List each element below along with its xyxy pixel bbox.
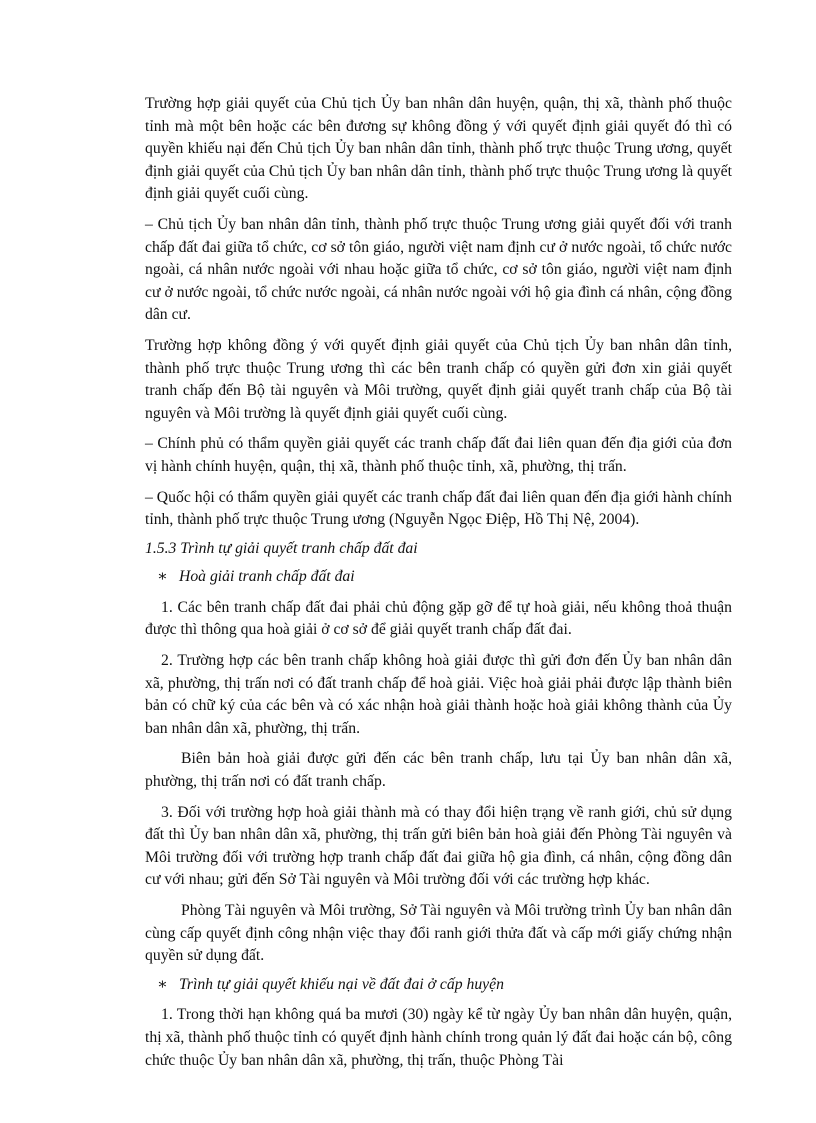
numbered-item: 1. Trong thời hạn không quá ba mươi (30) ngày kể từ ngày Ủy ban nhân dân huyện, quận, thị xã, thành phố thuộc tỉnh có quyết định hành chính trong quản lý đất đai hoặc cán bộ, công chức thuộc Ủy ban nhân dân xã, phường, thị trấn, thuộc Phòng Tài bbox=[145, 1006, 732, 1069]
numbered-item: 1. Các bên tranh chấp đất đai phải chủ động gặp gỡ để tự hoà giải, nếu không thoả thuận được thì thông qua hoà giải ở cơ sở để giải quyết tranh chấp đất đai. bbox=[145, 598, 732, 639]
bullet-star-icon: ∗ bbox=[157, 975, 168, 993]
bullet-heading-text: Hoà giải tranh chấp đất đai bbox=[179, 568, 355, 586]
paragraph: Phòng Tài nguyên và Môi trường, Sở Tài nguyên và Môi trường trình Ủy ban nhân dân cùng cấp quyết định công nhận việc thay đổi ranh giới thửa đất và cấp mới giấy chứng nhận quyền sử dụng đất. bbox=[145, 902, 732, 965]
paragraph: Trường hợp giải quyết của Chủ tịch Ủy ban nhân dân huyện, quận, thị xã, thành phố thuộc tỉnh mà một bên hoặc các bên đương sự không đồng ý với quyết định giải quyết đó thì có quyền khiếu nại đến Chủ tịch Ủy ban nhân dân tỉnh, thành phố trực thuộc Trung ương, quyết định giải quyết của Chủ tịch Ủy ban nhân dân tỉnh, thành phố trực thuộc Trung ương là quyết định giải quyết cuối cùng. bbox=[145, 95, 732, 203]
section-heading: 1.5.3 Trình tự giải quyết tranh chấp đất đai bbox=[145, 539, 418, 557]
bullet-heading-text: Trình tự giải quyết khiếu nại về đất đai ở cấp huyện bbox=[179, 975, 504, 993]
bullet-star-icon: ∗ bbox=[157, 568, 168, 586]
paragraph: – Chủ tịch Ủy ban nhân dân tỉnh, thành phố trực thuộc Trung ương giải quyết đối với tranh chấp đất đai giữa tổ chức, cơ sở tôn giáo, người việt nam định cư ở nước ngoài, tổ chức nước ngoài, cá nhân nước ngoài với nhau hoặc giữa tổ chức, cơ sở tôn giáo, người việt nam định cư ở nước ngoài, tổ chức nước ngoài, cá nhân nước ngoài với hộ gia đình cá nhân, cộng đồng dân cư. bbox=[145, 215, 732, 324]
paragraph: – Chính phủ có thẩm quyền giải quyết các tranh chấp đất đai liên quan đến địa giới của đơn vị hành chính huyện, quận, thị xã, thành phố thuộc tỉnh, xã, phường, thị trấn. bbox=[145, 435, 732, 475]
numbered-item: 2. Trường hợp các bên tranh chấp không hoà giải được thì gửi đơn đến Ủy ban nhân dân xã, phường, thị trấn nơi có đất tranh chấp để hoà giải. Việc hoà giải phải được lập thành biên bản có chữ ký của các bên và có xác nhận hoà giải thành hoặc hoà giải không thành của Ủy ban nhân dân xã, phường, thị trấn. bbox=[145, 652, 732, 737]
numbered-item: 3. Đối với trường hợp hoà giải thành mà có thay đổi hiện trạng về ranh giới, chủ sử dụng đất thì Ủy ban nhân dân xã, phường, thị trấn gửi biên bản hoà giải đến Phòng Tài nguyên và Môi trường đối với trường hợp tranh chấp đất đai giữa hộ gia đình, cá nhân, cộng đồng dân cư với nhau; gửi đến Sở Tài nguyên và Môi trường đối với các trường hợp khác. bbox=[145, 803, 732, 889]
paragraph: Biên bản hoà giải được gửi đến các bên tranh chấp, lưu tại Ủy ban nhân dân xã, phường, thị trấn nơi có đất tranh chấp. bbox=[145, 750, 732, 791]
bullet-heading bbox=[145, 974, 732, 997]
paragraph: Trường hợp không đồng ý với quyết định giải quyết của Chủ tịch Ủy ban nhân dân tỉnh, thành phố trực thuộc Trung ương thì các bên tranh chấp có quyền gửi đơn xin giải quyết tranh chấp đến Bộ tài nguyên và Môi trường, quyết định giải quyết tranh chấp của Bộ tài nguyên và Môi trường là quyết định giải quyết cuối cùng. bbox=[145, 336, 732, 422]
paragraph: – Quốc hội có thẩm quyền giải quyết các tranh chấp đất đai liên quan đến địa giới hành chính tỉnh, thành phố trực thuộc Trung ương (Nguyễn Ngọc Điệp, Hồ Thị Nệ, 2004). bbox=[145, 488, 732, 529]
bullet-heading bbox=[145, 566, 732, 589]
